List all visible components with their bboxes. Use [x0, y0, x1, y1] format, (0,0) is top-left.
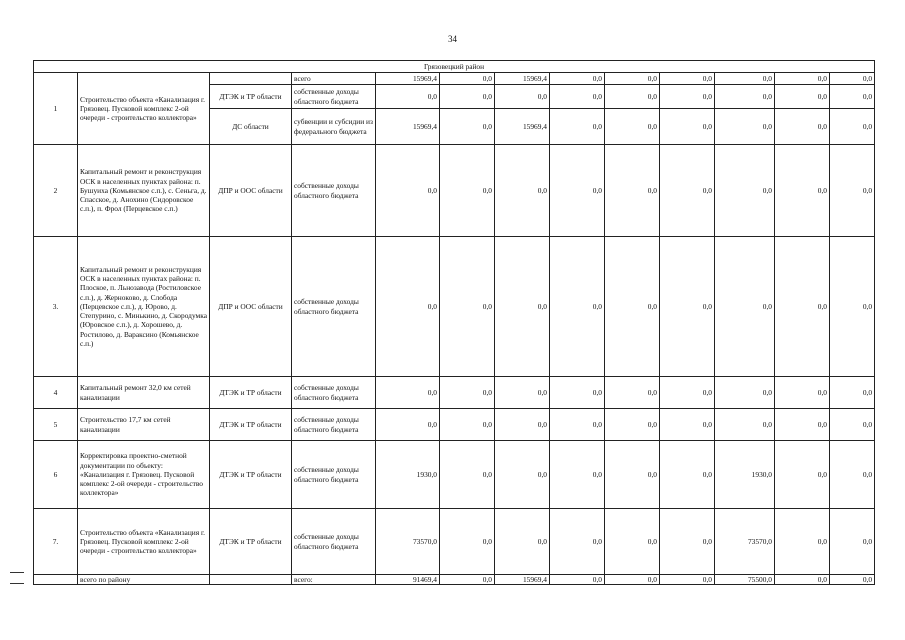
object-name: Капитальный ремонт и реконструкция ОСК в населенных пунктах района: п. Бушуиха (Комьянское с.п.), с. Сеньга, д. Спасское, д. Анохино (Сидоровское с.п.), п. Фрол (Перцевское с.п.)	[78, 145, 210, 237]
amount-cell: 0,0	[605, 409, 660, 441]
executor: ДТЭК и ТР области	[210, 377, 292, 409]
funding-source: собственные доходы областного бюджета	[292, 237, 376, 377]
amount-cell: 0,0	[775, 145, 830, 237]
total-amount: 0,0	[605, 575, 660, 585]
amount-cell: 0,0	[830, 441, 875, 509]
page-number: 34	[448, 34, 457, 44]
object-name: Капитальный ремонт и реконструкция ОСК в населенных пунктах района: п. Плоское, п. Льнозавода (Ростиловское с.п.), д. Жерноково, д. Слобода (Перцевское с.п.), д. Юрово, д. Степурино, с. Минькино, д. Скородумка (Юровское с.п.), д. Хорошево, д. Ростилово, д. Вараксино (Комьянское с.п.)	[78, 237, 210, 377]
total-amount: 0,0	[660, 575, 715, 585]
funding-source: субвенции и субсидии из федерального бюджета	[292, 109, 376, 145]
table-row	[34, 377, 875, 409]
amount-cell: 0,0	[775, 441, 830, 509]
table-row	[34, 509, 875, 575]
amount-cell: 0,0	[550, 409, 605, 441]
row-number: 6	[34, 441, 78, 509]
executor: ДТЭК и ТР области	[210, 409, 292, 441]
table-row	[34, 237, 875, 377]
amount-cell: 0,0	[495, 237, 550, 377]
amount-cell: 0,0	[605, 377, 660, 409]
total-amount: 91469,4	[376, 575, 440, 585]
amount-cell: 0,0	[775, 73, 830, 85]
amount-cell: 73570,0	[715, 509, 775, 575]
object-name: Строительство 17,7 км сетей канализации	[78, 409, 210, 441]
amount-cell: 15969,4	[495, 73, 550, 85]
total-amount: 0,0	[550, 575, 605, 585]
total-amount: 0,0	[440, 575, 495, 585]
amount-cell: 0,0	[715, 237, 775, 377]
amount-cell: 0,0	[550, 85, 605, 109]
total-amount: 0,0	[775, 575, 830, 585]
row-number: 2	[34, 145, 78, 237]
amount-cell: 0,0	[715, 409, 775, 441]
table-row	[34, 73, 875, 85]
district-row	[34, 61, 875, 73]
amount-cell: 1930,0	[715, 441, 775, 509]
amount-cell: 0,0	[775, 377, 830, 409]
district-header: Грязовецкий район	[34, 61, 875, 73]
amount-cell: 0,0	[440, 73, 495, 85]
funding-source: собственные доходы областного бюджета	[292, 441, 376, 509]
object-name: Корректировка проектно-сметной документации по объекту: «Канализация г. Грязовец. Пусковой комплекс 2-ой очереди - строительство коллектора»	[78, 441, 210, 509]
amount-cell: 0,0	[715, 85, 775, 109]
object-name: Строительство объекта «Канализация г. Грязовец. Пусковой комплекс 2-ой очереди - строительство коллектора»	[78, 509, 210, 575]
amount-cell: 0,0	[376, 409, 440, 441]
amount-cell: 0,0	[605, 109, 660, 145]
amount-cell: 0,0	[775, 509, 830, 575]
amount-cell: 0,0	[605, 73, 660, 85]
table-row	[34, 145, 875, 237]
amount-cell: 0,0	[830, 73, 875, 85]
amount-cell: 0,0	[605, 509, 660, 575]
amount-cell: 0,0	[830, 409, 875, 441]
total-row	[34, 575, 875, 585]
amount-cell: 0,0	[550, 377, 605, 409]
amount-cell: 0,0	[550, 509, 605, 575]
amount-cell: 0,0	[660, 109, 715, 145]
table-body	[34, 61, 875, 585]
amount-cell: 0,0	[376, 237, 440, 377]
amount-cell: 0,0	[605, 85, 660, 109]
amount-cell: 15969,4	[495, 109, 550, 145]
total-amount: 75500,0	[715, 575, 775, 585]
amount-cell: 0,0	[660, 145, 715, 237]
amount-cell: 73570,0	[376, 509, 440, 575]
amount-cell: 0,0	[775, 409, 830, 441]
executor: ДС области	[210, 109, 292, 145]
funding-source: собственные доходы областного бюджета	[292, 85, 376, 109]
executor: ДПР и ООС области	[210, 145, 292, 237]
amount-cell: 15969,4	[376, 73, 440, 85]
total-label: всего по району	[78, 575, 210, 585]
amount-cell: 0,0	[440, 377, 495, 409]
amount-cell: 0,0	[376, 145, 440, 237]
row-number: 5	[34, 409, 78, 441]
amount-cell: 0,0	[495, 409, 550, 441]
total-amount: 0,0	[830, 575, 875, 585]
amount-cell: 0,0	[376, 85, 440, 109]
funding-source: собственные доходы областного бюджета	[292, 377, 376, 409]
executor	[210, 73, 292, 85]
amount-cell: 0,0	[605, 237, 660, 377]
amount-cell: 0,0	[830, 109, 875, 145]
funding-source: всего	[292, 73, 376, 85]
executor: ДТЭК и ТР области	[210, 509, 292, 575]
amount-cell: 15969,4	[376, 109, 440, 145]
amount-cell: 0,0	[660, 73, 715, 85]
amount-cell: 0,0	[715, 73, 775, 85]
amount-cell: 0,0	[495, 509, 550, 575]
scan-mark	[10, 583, 24, 584]
object-name: Строительство объекта «Канализация г. Грязовец. Пусковой комплекс 2-ой очереди - строительство коллектора»	[78, 73, 210, 145]
amount-cell: 0,0	[715, 145, 775, 237]
amount-cell: 0,0	[550, 145, 605, 237]
amount-cell: 1930,0	[376, 441, 440, 509]
object-name: Капитальный ремонт 32,0 км сетей канализации	[78, 377, 210, 409]
executor: ДТЭК и ТР области	[210, 85, 292, 109]
amount-cell: 0,0	[775, 85, 830, 109]
row-number: 1	[34, 73, 78, 145]
amount-cell: 0,0	[660, 409, 715, 441]
amount-cell: 0,0	[660, 509, 715, 575]
total-source: всего:	[292, 575, 376, 585]
executor: ДТЭК и ТР области	[210, 441, 292, 509]
amount-cell: 0,0	[440, 85, 495, 109]
funding-source: собственные доходы областного бюджета	[292, 145, 376, 237]
amount-cell: 0,0	[440, 109, 495, 145]
amount-cell: 0,0	[605, 145, 660, 237]
scan-mark	[10, 572, 24, 573]
total-empty	[34, 575, 78, 585]
row-number: 4	[34, 377, 78, 409]
amount-cell: 0,0	[830, 509, 875, 575]
amount-cell: 0,0	[495, 85, 550, 109]
amount-cell: 0,0	[830, 85, 875, 109]
amount-cell: 0,0	[550, 109, 605, 145]
amount-cell: 0,0	[660, 377, 715, 409]
amount-cell: 0,0	[495, 145, 550, 237]
table-row	[34, 441, 875, 509]
table-row	[34, 409, 875, 441]
amount-cell: 0,0	[830, 377, 875, 409]
budget-table	[33, 60, 875, 585]
amount-cell: 0,0	[830, 237, 875, 377]
amount-cell: 0,0	[550, 441, 605, 509]
amount-cell: 0,0	[440, 237, 495, 377]
row-number: 3.	[34, 237, 78, 377]
amount-cell: 0,0	[660, 85, 715, 109]
amount-cell: 0,0	[660, 441, 715, 509]
amount-cell: 0,0	[550, 237, 605, 377]
amount-cell: 0,0	[440, 509, 495, 575]
funding-source: собственные доходы областного бюджета	[292, 409, 376, 441]
total-amount: 15969,4	[495, 575, 550, 585]
amount-cell: 0,0	[550, 73, 605, 85]
amount-cell: 0,0	[440, 441, 495, 509]
amount-cell: 0,0	[715, 377, 775, 409]
row-number: 7.	[34, 509, 78, 575]
amount-cell: 0,0	[715, 109, 775, 145]
executor: ДПР и ООС области	[210, 237, 292, 377]
amount-cell: 0,0	[440, 145, 495, 237]
amount-cell: 0,0	[830, 145, 875, 237]
amount-cell: 0,0	[495, 441, 550, 509]
amount-cell: 0,0	[775, 237, 830, 377]
funding-source: собственные доходы областного бюджета	[292, 509, 376, 575]
amount-cell: 0,0	[775, 109, 830, 145]
amount-cell: 0,0	[440, 409, 495, 441]
amount-cell: 0,0	[605, 441, 660, 509]
total-executor	[210, 575, 292, 585]
amount-cell: 0,0	[495, 377, 550, 409]
amount-cell: 0,0	[660, 237, 715, 377]
amount-cell: 0,0	[376, 377, 440, 409]
